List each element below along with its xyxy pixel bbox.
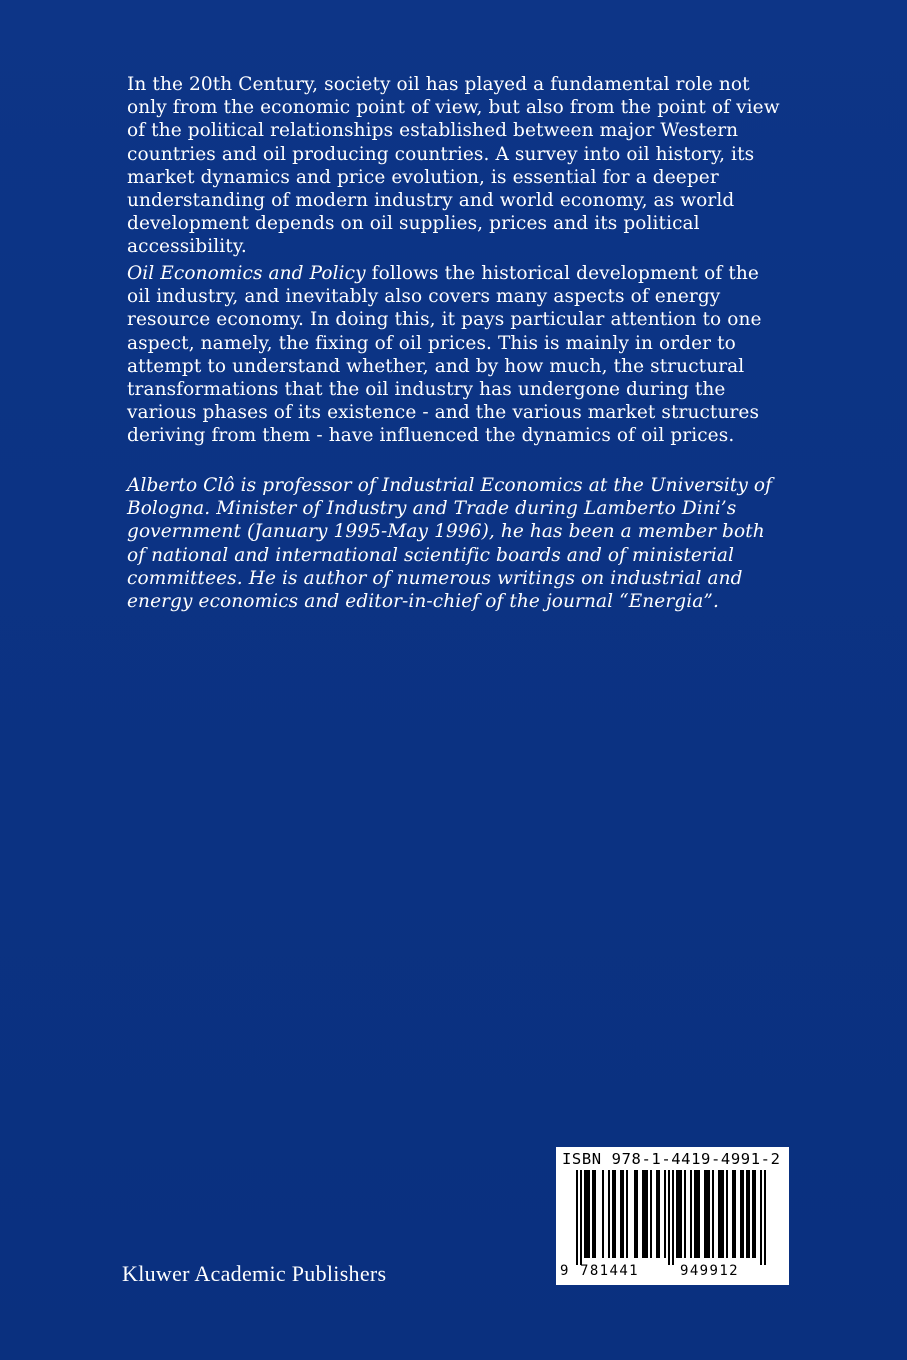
publisher-name: Kluwer Academic Publishers <box>122 1261 387 1286</box>
barcode-bar <box>734 1170 736 1258</box>
barcode-bar <box>614 1170 616 1258</box>
barcode-icon <box>556 1170 789 1265</box>
ean-right-group: 949912 <box>680 1263 739 1279</box>
barcode-bar <box>612 1170 614 1258</box>
barcode-bar <box>696 1170 698 1258</box>
barcode-bar <box>588 1170 590 1258</box>
barcode-bar <box>602 1170 604 1258</box>
barcode-bar <box>576 1170 578 1265</box>
barcode-bar <box>622 1170 624 1258</box>
description-paragraph-2-text: follows the historical development of the oil industry, and inevitably also covers many aspects of energy resource economy. In doing this, it pays particular attention to one aspect, namely, the fixing of oil prices. This is mainly in order to attempt to understand whether, and by how much, the structural transformations that the oil industry has undergone during the various phases of its existence - and the various market structures deriving from them - have influenced the dynamics of oil prices. <box>127 263 762 447</box>
barcode-bar <box>732 1170 734 1258</box>
barcode-bar <box>608 1170 610 1258</box>
author-bio: Alberto Clô is professor of Industrial Economics at the University of Bologna. Minister of Industry and Trade during Lamberto Dini’s government (January 1995-May 1996), he has been a member both of national and international scientific boards and of ministerial committees. He is author of numerous writings on industrial and energy economics and editor-in-chief of the journal “Energia”. <box>127 475 773 613</box>
barcode-bar <box>722 1170 724 1258</box>
barcode-bar <box>672 1170 674 1265</box>
barcode-bar <box>656 1170 658 1258</box>
barcode-bar <box>706 1170 708 1258</box>
barcode-bar <box>592 1170 594 1258</box>
ean-left-group: 781441 <box>580 1263 639 1279</box>
barcode-bar <box>712 1170 714 1258</box>
barcode-box <box>556 1147 789 1285</box>
barcode-bar <box>668 1170 670 1265</box>
barcode-bar <box>586 1170 588 1258</box>
barcode-bar <box>704 1170 706 1258</box>
barcode-bar <box>694 1170 696 1258</box>
barcode-bar <box>748 1170 750 1258</box>
barcode-bar <box>690 1170 692 1258</box>
barcode-bar <box>760 1170 762 1265</box>
barcode-bar <box>634 1170 636 1258</box>
barcode-bar <box>676 1170 678 1258</box>
barcode-bar <box>594 1170 596 1258</box>
barcode-bar <box>752 1170 754 1258</box>
barcode-bar <box>580 1170 582 1265</box>
barcode-bar <box>650 1170 652 1258</box>
isbn-label: ISBN 978-1-4419-4991-2 <box>562 1150 781 1168</box>
barcode-bar <box>684 1170 686 1258</box>
barcode-bar <box>764 1170 766 1265</box>
barcode-bar <box>726 1170 728 1258</box>
barcode-bar <box>584 1170 586 1258</box>
barcode-bar <box>644 1170 646 1258</box>
book-title-inline: Oil Economics and Policy <box>127 263 366 284</box>
barcode-bar <box>658 1170 660 1258</box>
ean-first-digit: 9 <box>560 1263 569 1279</box>
barcode-bar <box>740 1170 742 1258</box>
barcode-bar <box>664 1170 666 1258</box>
barcode-bar <box>698 1170 700 1258</box>
barcode-bar <box>742 1170 744 1258</box>
barcode-bar <box>620 1170 622 1258</box>
barcode-bar <box>746 1170 748 1258</box>
barcode-bar <box>642 1170 644 1258</box>
barcode-bar <box>680 1170 682 1258</box>
barcode-bar <box>754 1170 756 1258</box>
barcode-bar <box>636 1170 638 1258</box>
barcode-bar <box>646 1170 648 1258</box>
barcode-bar <box>708 1170 710 1258</box>
barcode-bar <box>720 1170 722 1258</box>
description-paragraph-1: In the 20th Century, society oil has played a fundamental role not only from the economic point of view, but also from the point of view of the political relationships established between major Western countries and oil producing countries. A survey into oil history, its market dynamics and price evolution, is essential for a deeper understanding of modern industry and world economy, as world development depends on oil supplies, prices and its political accessibility. <box>127 74 780 258</box>
description-paragraph-2 <box>127 262 787 448</box>
barcode-bar <box>678 1170 680 1258</box>
barcode-bar <box>626 1170 628 1258</box>
barcode-bar <box>718 1170 720 1258</box>
